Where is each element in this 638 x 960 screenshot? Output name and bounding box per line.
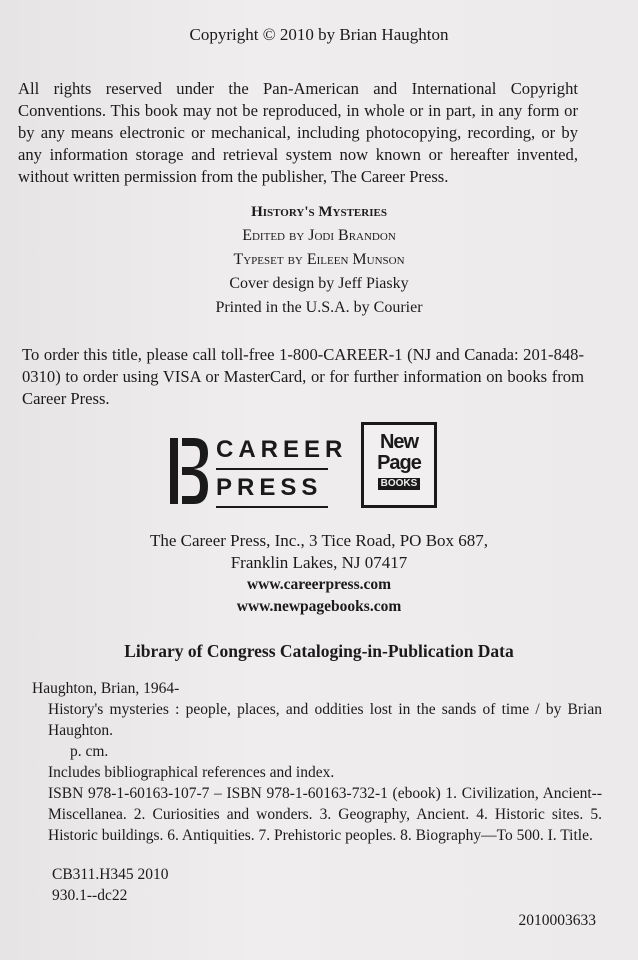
cover-credit: Cover design by Jeff Piasky <box>229 275 409 292</box>
copyright-line: Copyright © 2010 by Brian Haughton <box>189 25 449 44</box>
credits-block <box>0 200 638 320</box>
publisher-address <box>0 530 638 618</box>
lc-call-number: CB311.H345 2010 <box>52 866 169 883</box>
cip-author: Haughton, Brian, 1964- <box>32 680 180 697</box>
order-paragraph: To order this title, please call toll-free 1-800-CAREER-1 (NJ and Canada: 201-848-0310) to order using VISA or MasterCard, or for further information on books from Career Press. <box>22 345 584 408</box>
career-press-logo-icon <box>168 438 210 504</box>
address-line1: The Career Press, Inc., 3 Tice Road, PO Box 687, <box>149 531 489 550</box>
printer-credit: Printed in the U.S.A. by Courier <box>215 299 423 316</box>
call-numbers <box>52 864 169 906</box>
address-line2: Franklin Lakes, NJ 07417 <box>230 553 408 572</box>
newpage-logo-line2: Page <box>377 452 421 474</box>
lccn-number: 2010003633 <box>518 912 596 929</box>
new-page-books-logo <box>361 422 437 508</box>
cip-pages: p. cm. <box>70 743 109 760</box>
cip-data <box>32 678 602 846</box>
website-careerpress: www.careerpress.com <box>246 576 392 593</box>
cip-includes: Includes bibliographical references and index. <box>48 764 335 781</box>
cip-title: History's mysteries : people, places, and oddities lost in the sands of time / by Brian Haughton. <box>48 701 602 739</box>
editor-credit: Edited by Jodi Brandon <box>242 227 396 244</box>
career-logo-line1: CAREER <box>216 436 348 463</box>
career-logo-rule <box>216 506 328 508</box>
rights-paragraph: All rights reserved under the Pan-American and International Copyright Conventions. This book may not be reproduced, in whole or in part, in any form or by any means electronic or mechanical, including photocopying, recording, or by any information storage and retrieval system now known or hereafter invented, without written permission from the publisher, The Career Press. <box>18 79 578 186</box>
career-press-logo <box>216 434 348 510</box>
dewey-number: 930.1--dc22 <box>52 887 128 904</box>
website-newpagebooks: www.newpagebooks.com <box>236 598 402 615</box>
career-logo-line2: PRESS <box>216 474 323 501</box>
typeset-credit: Typeset by Eileen Munson <box>233 251 405 268</box>
cip-isbn-subjects: ISBN 978-1-60163-107-7 – ISBN 978-1-60163-732-1 (ebook) 1. Civilization, Ancient--Miscellanea. 2. Curiosities and wonders. 3. Geography, Ancient. 4. Historic sites. 5. Historic buildings. 6. Antiquities. 7. Prehistoric peoples. 8. Biography—To 500. I. Title. <box>48 785 602 844</box>
newpage-logo-line1: New <box>379 431 419 453</box>
publisher-logos <box>168 420 438 510</box>
career-logo-rule <box>216 468 328 470</box>
cip-heading: Library of Congress Cataloging-in-Publication Data <box>124 641 514 661</box>
newpage-logo-line3: BOOKS <box>378 478 421 490</box>
book-title: History's Mysteries <box>251 204 387 220</box>
